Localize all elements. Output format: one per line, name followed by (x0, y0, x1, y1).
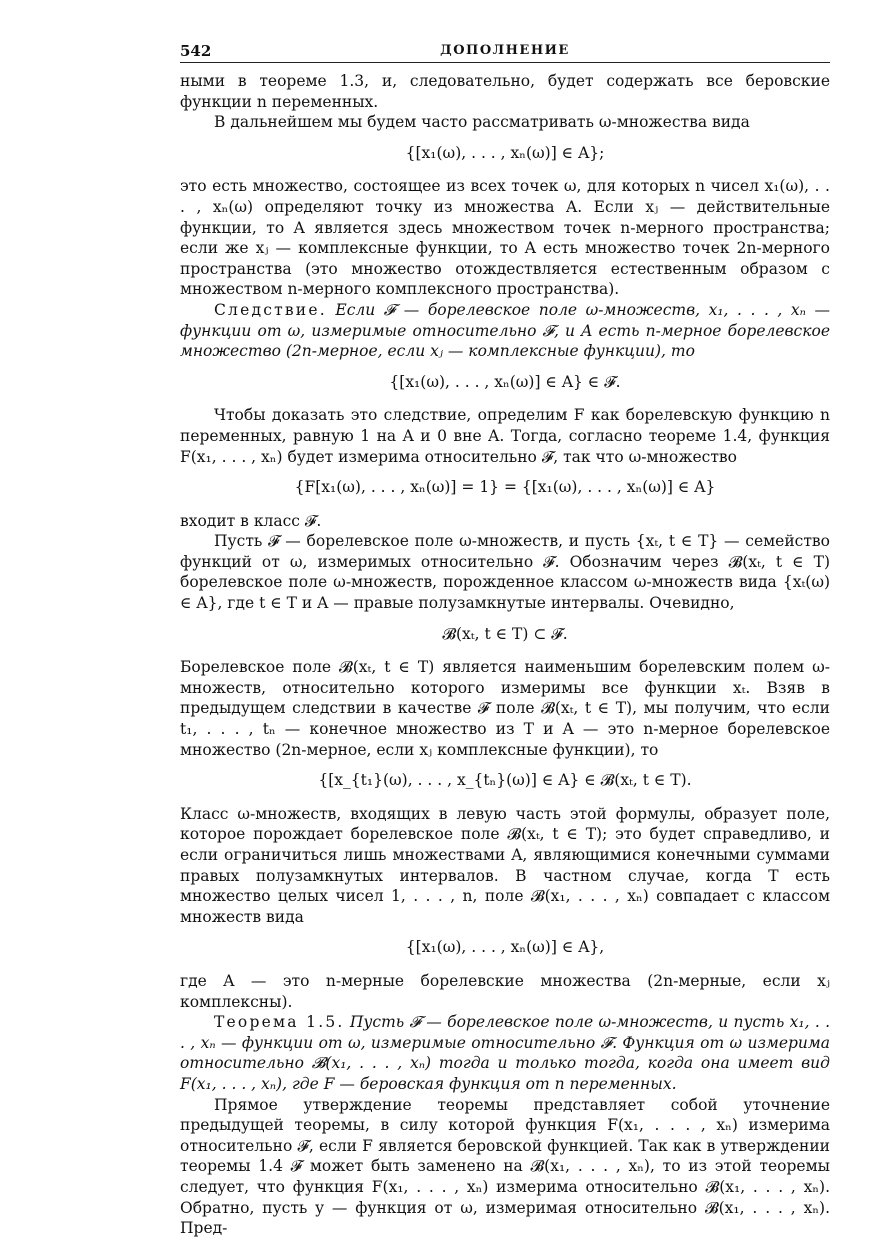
formula-4: 𝓑(xₜ, t ∈ T) ⊂ 𝓕. (442, 624, 568, 643)
paragraph-1: ными в теореме 1.3, и, следовательно, будет содержать все беровские функции n переменных. (180, 72, 830, 111)
paragraph-6: Пусть 𝓕 — борелевское поле ω-множеств, и пусть {xₜ, t ∈ T} — семейство функций от ω, измеримых относительно 𝓕. Обозначим через 𝓑(xₜ, t ∈ T) борелевское поле ω-множеств, порожденное классом ω-множеств вида {xₜ(ω) ∈ A}, где t ∈ T и A — правые полузамкнутые интервалы. Очевидно, (180, 532, 830, 613)
paragraph-10: Прямое утверждение теоремы представляет собой уточнение предыдущей теоремы, в силу которой функция F(x₁, . . . , xₙ) измерима относительно 𝓕, если F является беровской функцией. Так как в утверждении теоремы 1.4 𝓕 может быть заменено на 𝓑(x₁, . . . , xₙ), то из этой теоремы следует, что функция F(x₁, . . . , xₙ) измерима относительно 𝓑(x₁, . . . , xₙ). Обратно, пусть y — функция от ω, измеримая относительно 𝓑(x₁, . . . , xₙ). Пред- (180, 1095, 830, 1238)
book-page (180, 40, 830, 1239)
theorem-text: Пусть 𝓕 — борелевское поле ω-множеств, и пусть x₁, . . . , xₙ — функции от ω, измеримые относительно 𝓕. Функция от ω измерима относительно 𝓑(x₁, . . . , xₙ) тогда и только тогда, когда она имеет вид F(x₁, . . . , xₙ), где F — беровская функция от n переменных. (180, 1013, 831, 1093)
formula-3: {F[x₁(ω), . . . , xₙ(ω)] = 1} = {[x₁(ω), . . . , xₙ(ω)] ∈ A} (294, 478, 716, 497)
formula-5: {[x_{t₁}(ω), . . . , x_{tₙ}(ω)] ∈ A} ∈ 𝓑(xₜ, t ∈ T). (318, 771, 692, 790)
page-header (180, 40, 830, 63)
formula-1: {[x₁(ω), . . . , xₙ(ω)] ∈ A}; (405, 143, 605, 162)
paragraph-8: Класс ω-множеств, входящих в левую часть этой формулы, образует поле, которое порождает борелевское поле 𝓑(xₜ, t ∈ T); это будет справедливо, и если ограничиться лишь множествами A, являющимися конечными суммами правых полузамкнутых интервалов. В частном случае, когда T есть множество целых чисел 1, . . . , n, поле 𝓑(x₁, . . . , xₙ) совпадает с классом множеств вида (180, 804, 830, 926)
corollary-text: Если 𝓕 — борелевское поле ω-множеств, x₁, . . . , xₙ — функции от ω, измеримые относительно 𝓕, и A есть n-мерное борелевское множество (2n-мерное, если xⱼ — комплексные функции), то (180, 300, 830, 361)
paragraph-9: где A — это n-мерные борелевские множества (2n-мерные, если xⱼ комплексны). (180, 971, 830, 1011)
paragraph-5: входит в класс 𝓕. (180, 511, 322, 530)
formula-6: {[x₁(ω), . . . , xₙ(ω)] ∈ A}, (405, 938, 605, 957)
corollary-label: Следствие. (214, 300, 327, 319)
formula-2: {[x₁(ω), . . . , xₙ(ω)] ∈ A} ∈ 𝓕. (389, 372, 621, 391)
paragraph-2: В дальнейшем мы будем часто рассматривать ω-множества вида (214, 113, 750, 132)
theorem (180, 1012, 830, 1094)
paragraph-4: Чтобы доказать это следствие, определим F как борелевскую функцию n переменных, равную 1 на A и 0 вне A. Тогда, согласно теореме 1.4, функция F(x₁, . . . , xₙ) будет измерима относительно 𝓕, так что ω-множество (180, 406, 830, 466)
paragraph-7: Борелевское поле 𝓑(xₜ, t ∈ T) является наименьшим борелевским полем ω-множеств, относительно которого измеримы все функции xₜ. Взяв в предыдущем следствии в качестве 𝓕 поле 𝓑(xₜ, t ∈ T), мы получим, что если t₁, . . . , tₙ — конечное множество из T и A — это n-мерное борелевское множество (2n-мерное, если xⱼ комплексные функции), то (180, 658, 830, 759)
corollary (180, 300, 830, 362)
theorem-label: Теорема 1.5. (214, 1013, 345, 1032)
running-head: ДОПОЛНЕНИЕ (440, 43, 570, 58)
paragraph-3: это есть множество, состоящее из всех точек ω, для которых n чисел x₁(ω), . . . , xₙ(ω) определяют точку из множества A. Если xⱼ — действительные функции, то A является здесь множеством точек n-мерного пространства; если же xⱼ — комплексные функции, то A есть множество точек 2n-мерного пространства (это множество отождествляется естественным образом с множеством n-мерного комплексного пространства). (180, 177, 830, 299)
page-number: 542 (180, 42, 212, 60)
